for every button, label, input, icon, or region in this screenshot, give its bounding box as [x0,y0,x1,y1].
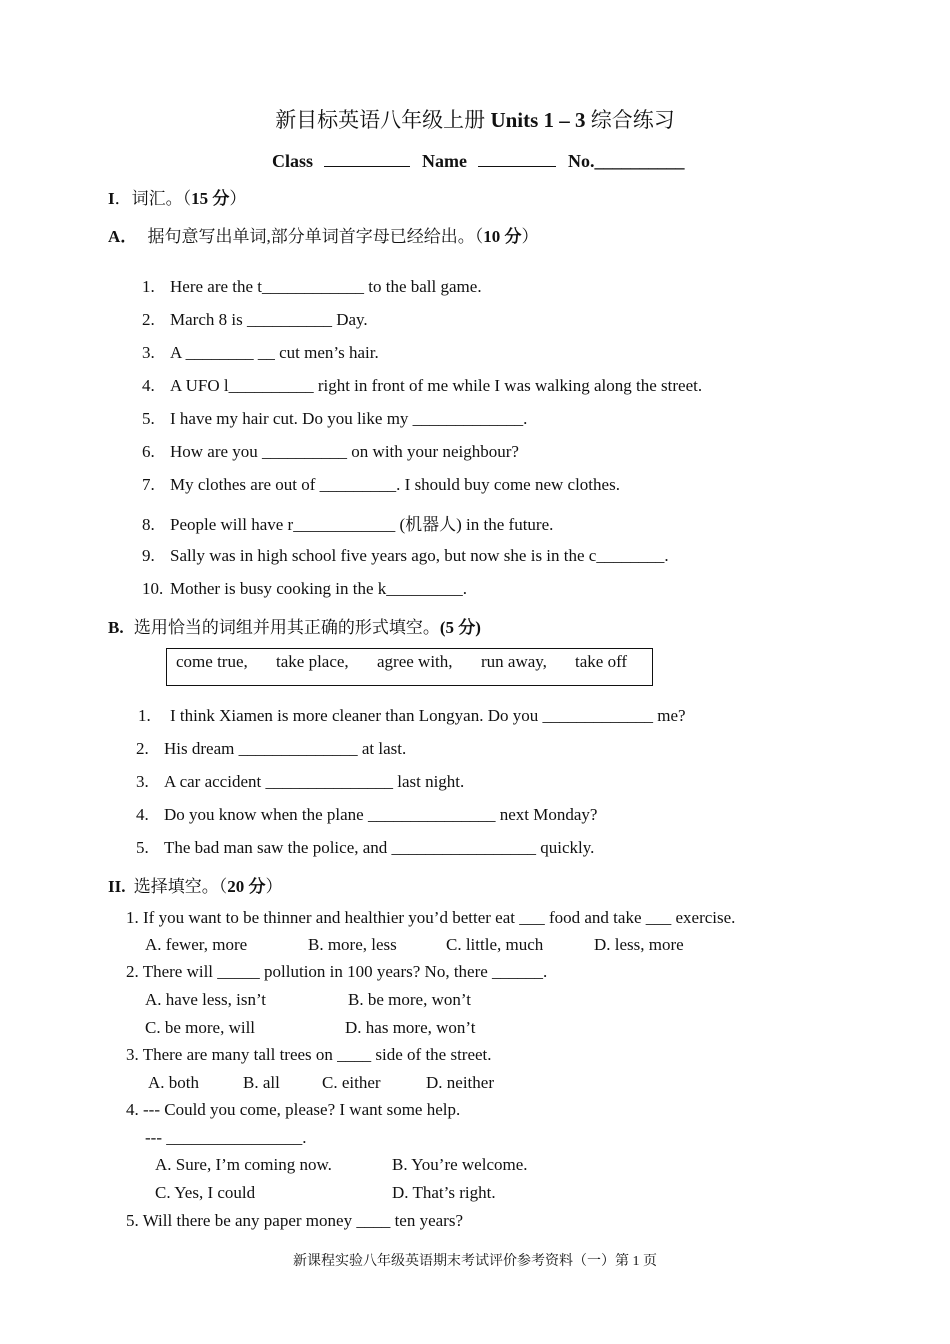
part-a-score: 10 分 [483,227,522,246]
section-1-score: 15 分 [191,189,230,208]
part-b-score: (5 分) [439,618,481,637]
item-text: The bad man saw the police, and _________________ quickly. [164,838,595,857]
option: C. Yes, I could [155,1183,256,1202]
item-text: March 8 is __________ Day. [170,310,368,329]
page-title [0,104,950,134]
item-text: His dream ______________ at last. [164,739,407,758]
part-b-label: B. [108,618,124,637]
question-3: 3. There are many tall trees on ____ side of the street. [126,1045,492,1064]
item-number: 6. [142,442,155,461]
item-text: I have my hair cut. Do you like my _____________. [170,409,528,428]
item-text: Here are the t____________ to the ball game. [170,277,482,296]
item-number: 7. [142,475,155,494]
section-1-close: ） [229,189,247,208]
section-2-text: 选择填空。（ [133,877,228,896]
section-2-heading [108,872,282,897]
item-number: 2. [136,739,149,758]
item-text: I think Xiamen is more cleaner than Longyan. Do you _____________ me? [170,706,686,725]
section-2-label: II. [108,877,126,896]
option: A. both [148,1073,199,1092]
item-number: 4. [142,376,155,395]
part-a-text: 据句意写出单词,部分单词首字母已经给出。（ [147,227,484,246]
item-number: 8. [142,515,155,534]
question-5: 5. Will there be any paper money ____ ten years? [126,1211,463,1230]
list-item [136,838,594,858]
list-item [142,546,669,566]
option: A. fewer, more [145,935,248,954]
item-text: A car accident _______________ last night. [164,772,465,791]
class-blank [324,150,410,167]
option: D. less, more [594,935,684,954]
list-item [142,277,482,297]
option: C. either [322,1073,381,1092]
name-label: Name [422,151,467,171]
word-bank-item: run away, [481,652,547,671]
item-number: 1. [142,277,155,296]
item-number: 5. [136,838,149,857]
item-number: 1. [138,706,151,725]
class-line [272,150,685,172]
item-number: 2. [142,310,155,329]
list-item [142,475,620,495]
word-bank-item: come true, [176,652,248,671]
option: D. That’s right. [392,1183,496,1202]
option: B. all [243,1073,280,1092]
option: B. more, less [308,935,397,954]
question-4-reply: --- ________________. [145,1128,307,1147]
name-blank [478,150,556,167]
section-1-heading [108,184,246,209]
list-item [142,442,519,462]
item-number: 4. [136,805,149,824]
no-label: No.__________ [568,151,685,171]
item-number: 10. [142,579,164,598]
section-1-label: I [108,189,115,208]
section-1-text: ．词汇。（ [114,189,192,208]
list-item [142,310,368,330]
word-bank-item: take place, [276,652,349,671]
list-item [142,376,702,396]
option: C. little, much [446,935,544,954]
question-2: 2. There will _____ pollution in 100 years? No, there ______. [126,962,548,981]
item-number: 5. [142,409,155,428]
list-item [136,772,464,792]
option: B. be more, won’t [348,990,471,1009]
part-b-text: 选用恰当的词组并用其正确的形式填空。 [133,618,440,637]
option: B. You’re welcome. [392,1155,528,1174]
title-units: Units 1 – 3 [490,108,586,132]
item-text: Sally was in high school five years ago, but now she is in the c________. [170,546,669,565]
question-1: 1. If you want to be thinner and healthier you’d better eat ___ food and take ___ exercise. [126,908,736,927]
option: C. be more, will [145,1018,256,1037]
page-footer: 新课程实验八年级英语期末考试评价参考资料（一）第 1 页 [293,1254,657,1269]
item-text: My clothes are out of _________. I should buy come new clothes. [170,475,620,494]
item-number: 3. [136,772,149,791]
list-item [142,579,467,599]
item-text: Mother is busy cooking in the k_________. [170,579,468,598]
option: A. have less, isn’t [145,990,267,1009]
option: A. Sure, I’m coming now. [155,1155,332,1174]
section-2-close: ） [265,877,283,896]
word-bank-item: agree with, [377,652,453,671]
item-text: A UFO l__________ right in front of me while I was walking along the street. [170,376,703,395]
item-text: How are you __________ on with your neighbour? [170,442,519,461]
list-item [136,805,597,825]
option: D. has more, won’t [345,1018,476,1037]
part-a-close: ） [521,227,539,246]
item-text: A ________ __ cut men’s hair. [170,343,379,362]
list-item [138,706,686,726]
list-item [136,739,406,759]
list-item [142,510,553,535]
item-number: 3. [142,343,155,362]
part-a-label: A． [108,227,138,246]
question-4: 4. --- Could you come, please? I want some help. [126,1100,461,1119]
title-cn: 新目标英语八年级上册 [275,108,486,132]
section-2-score: 20 分 [227,877,266,896]
item-number: 9. [142,546,155,565]
part-b-heading [108,613,481,638]
list-item [142,409,527,429]
option: D. neither [426,1073,494,1092]
part-a-heading [108,222,539,247]
item-text: People will have r____________ (机器人) in the future. [170,515,554,534]
class-label: Class [272,151,314,171]
item-text: Do you know when the plane _______________ next Monday? [164,805,598,824]
word-bank-box [166,648,653,686]
word-bank-item: take off [575,652,628,671]
title-cn2: 综合练习 [590,108,675,132]
list-item [142,343,379,363]
